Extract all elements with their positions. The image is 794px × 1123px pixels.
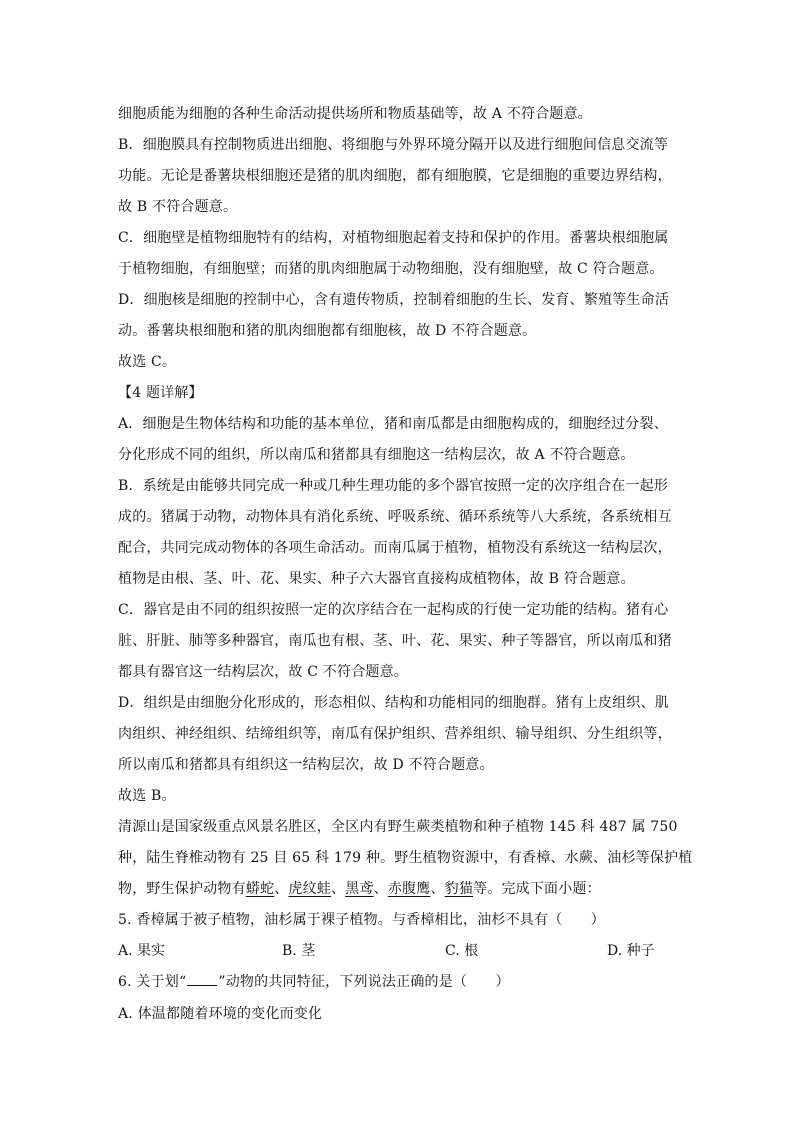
- text-span: ”动物的共同特征，下列说法正确的是（ ）: [218, 974, 510, 990]
- text-span: 、: [430, 881, 445, 897]
- text-line: 细胞质能为细胞的各种生命活动提供场所和物质基础等，故 A 不符合题意。: [118, 106, 593, 122]
- text-line: B．细胞膜具有控制物质进出细胞、将细胞与外界环境分隔开以及进行细胞间信息交流等: [118, 137, 669, 153]
- question-5-option-b: B. 茎: [282, 943, 316, 959]
- text-line: C．细胞壁是植物细胞特有的结构，对植物细胞起着支持和保护的作用。番薯块根细胞属: [118, 230, 669, 246]
- text-line: 所以南瓜和猪都具有组织这一结构层次，故 D 不符合题意。: [118, 757, 494, 773]
- question-5-option-a: A. 果实: [118, 943, 166, 959]
- text-line: 故 B 不符合题意。: [118, 199, 238, 215]
- question-6-option-a: A. 体温都随着环境的变化而变化: [118, 1006, 323, 1022]
- text-line: 植物是由根、茎、叶、花、果实、种子六大器官直接构成植物体，故 B 符合题意。: [118, 571, 635, 587]
- text-span: 等。完成下面小题：: [473, 881, 601, 897]
- text-line: 配合，共同完成动物体的各项生命活动。而南瓜属于植物，植物没有系统这一结构层次，: [118, 540, 672, 556]
- text-line: A．细胞是生物体结构和功能的基本单位，猪和南瓜都是由细胞构成的，细胞经过分裂、: [118, 416, 668, 432]
- text-line: 动。番薯块根细胞和猪的肌肉细胞都有细胞核，故 D 不符合题意。: [118, 323, 537, 339]
- text-line: 清源山是国家级重点风景名胜区，全区内有野生蕨类植物和种子植物 145 科 487 属 750: [118, 819, 678, 835]
- text-line-animals: [118, 879, 601, 899]
- underlined-animal: 赤腹鹰: [387, 881, 431, 897]
- text-line: 于植物细胞，有细胞壁；而猪的肌肉细胞属于动物细胞，没有细胞壁，故 C 符合题意。: [118, 261, 664, 277]
- underlined-animal: 豹猫: [444, 881, 474, 897]
- section-heading: 【4 题详解】: [118, 385, 203, 401]
- question-6-stem: [118, 972, 510, 992]
- text-line: 种，陆生脊椎动物有 25 目 65 科 179 种。野生植物资源中，有香樟、水蕨、油杉等保护植: [118, 850, 693, 866]
- text-span: 、: [331, 881, 346, 897]
- text-line: 功能。无论是番薯块根细胞还是猪的肌肉细胞，都有细胞膜，它是细胞的重要边界结构，: [118, 168, 672, 184]
- fill-blank: [187, 973, 217, 986]
- text-line: 肉组织、神经组织、结缔组织等，南瓜有保护组织、营养组织、输导组织、分生组织等，: [118, 726, 672, 742]
- underlined-animal: 黑鸢: [345, 881, 374, 897]
- question-5-option-d: D. 种子: [607, 943, 655, 959]
- text-line: C．器官是由不同的组织按照一定的次序结合在一起构成的行使一定功能的结构。猪有心: [118, 602, 669, 618]
- text-span: 6. 关于划“: [118, 974, 187, 990]
- underlined-animal: 蟒蛇: [245, 881, 275, 897]
- question-5-option-c: C. 根: [445, 943, 479, 959]
- text-span: 物，野生保护动物有: [118, 881, 246, 897]
- text-line: 故选 C。: [118, 354, 177, 370]
- text-line: 成的。猪属于动物，动物体具有消化系统、呼吸系统、循环系统等八大系统，各系统相互: [118, 509, 672, 525]
- text-line: 故选 B。: [118, 788, 176, 804]
- text-line: D．组织是由细胞分化形成的，形态相似、结构和功能相同的细胞群。猪有上皮组织、肌: [118, 695, 670, 711]
- text-line: 都具有器官这一结构层次，故 C 不符合题意。: [118, 664, 409, 680]
- text-span: 、: [373, 881, 388, 897]
- question-5-stem: 5. 香樟属于被子植物，油杉属于裸子植物。与香樟相比，油杉不具有（ ）: [118, 912, 606, 928]
- text-span: 、: [274, 881, 289, 897]
- text-line: 分化形成不同的组织，所以南瓜和猪都具有细胞这一结构层次，故 A 不符合题意。: [118, 447, 635, 463]
- text-line: B．系统是由能够共同完成一种或几种生理功能的多个器官按照一定的次序组合在一起形: [118, 478, 669, 494]
- underlined-animal: 虎纹蛙: [288, 881, 332, 897]
- text-line: D．细胞核是细胞的控制中心，含有遗传物质，控制着细胞的生长、发育、繁殖等生命活: [118, 292, 670, 308]
- text-line: 脏、肝脏、肺等多种器官，南瓜也有根、茎、叶、花、果实、种子等器官，所以南瓜和猪: [118, 633, 672, 649]
